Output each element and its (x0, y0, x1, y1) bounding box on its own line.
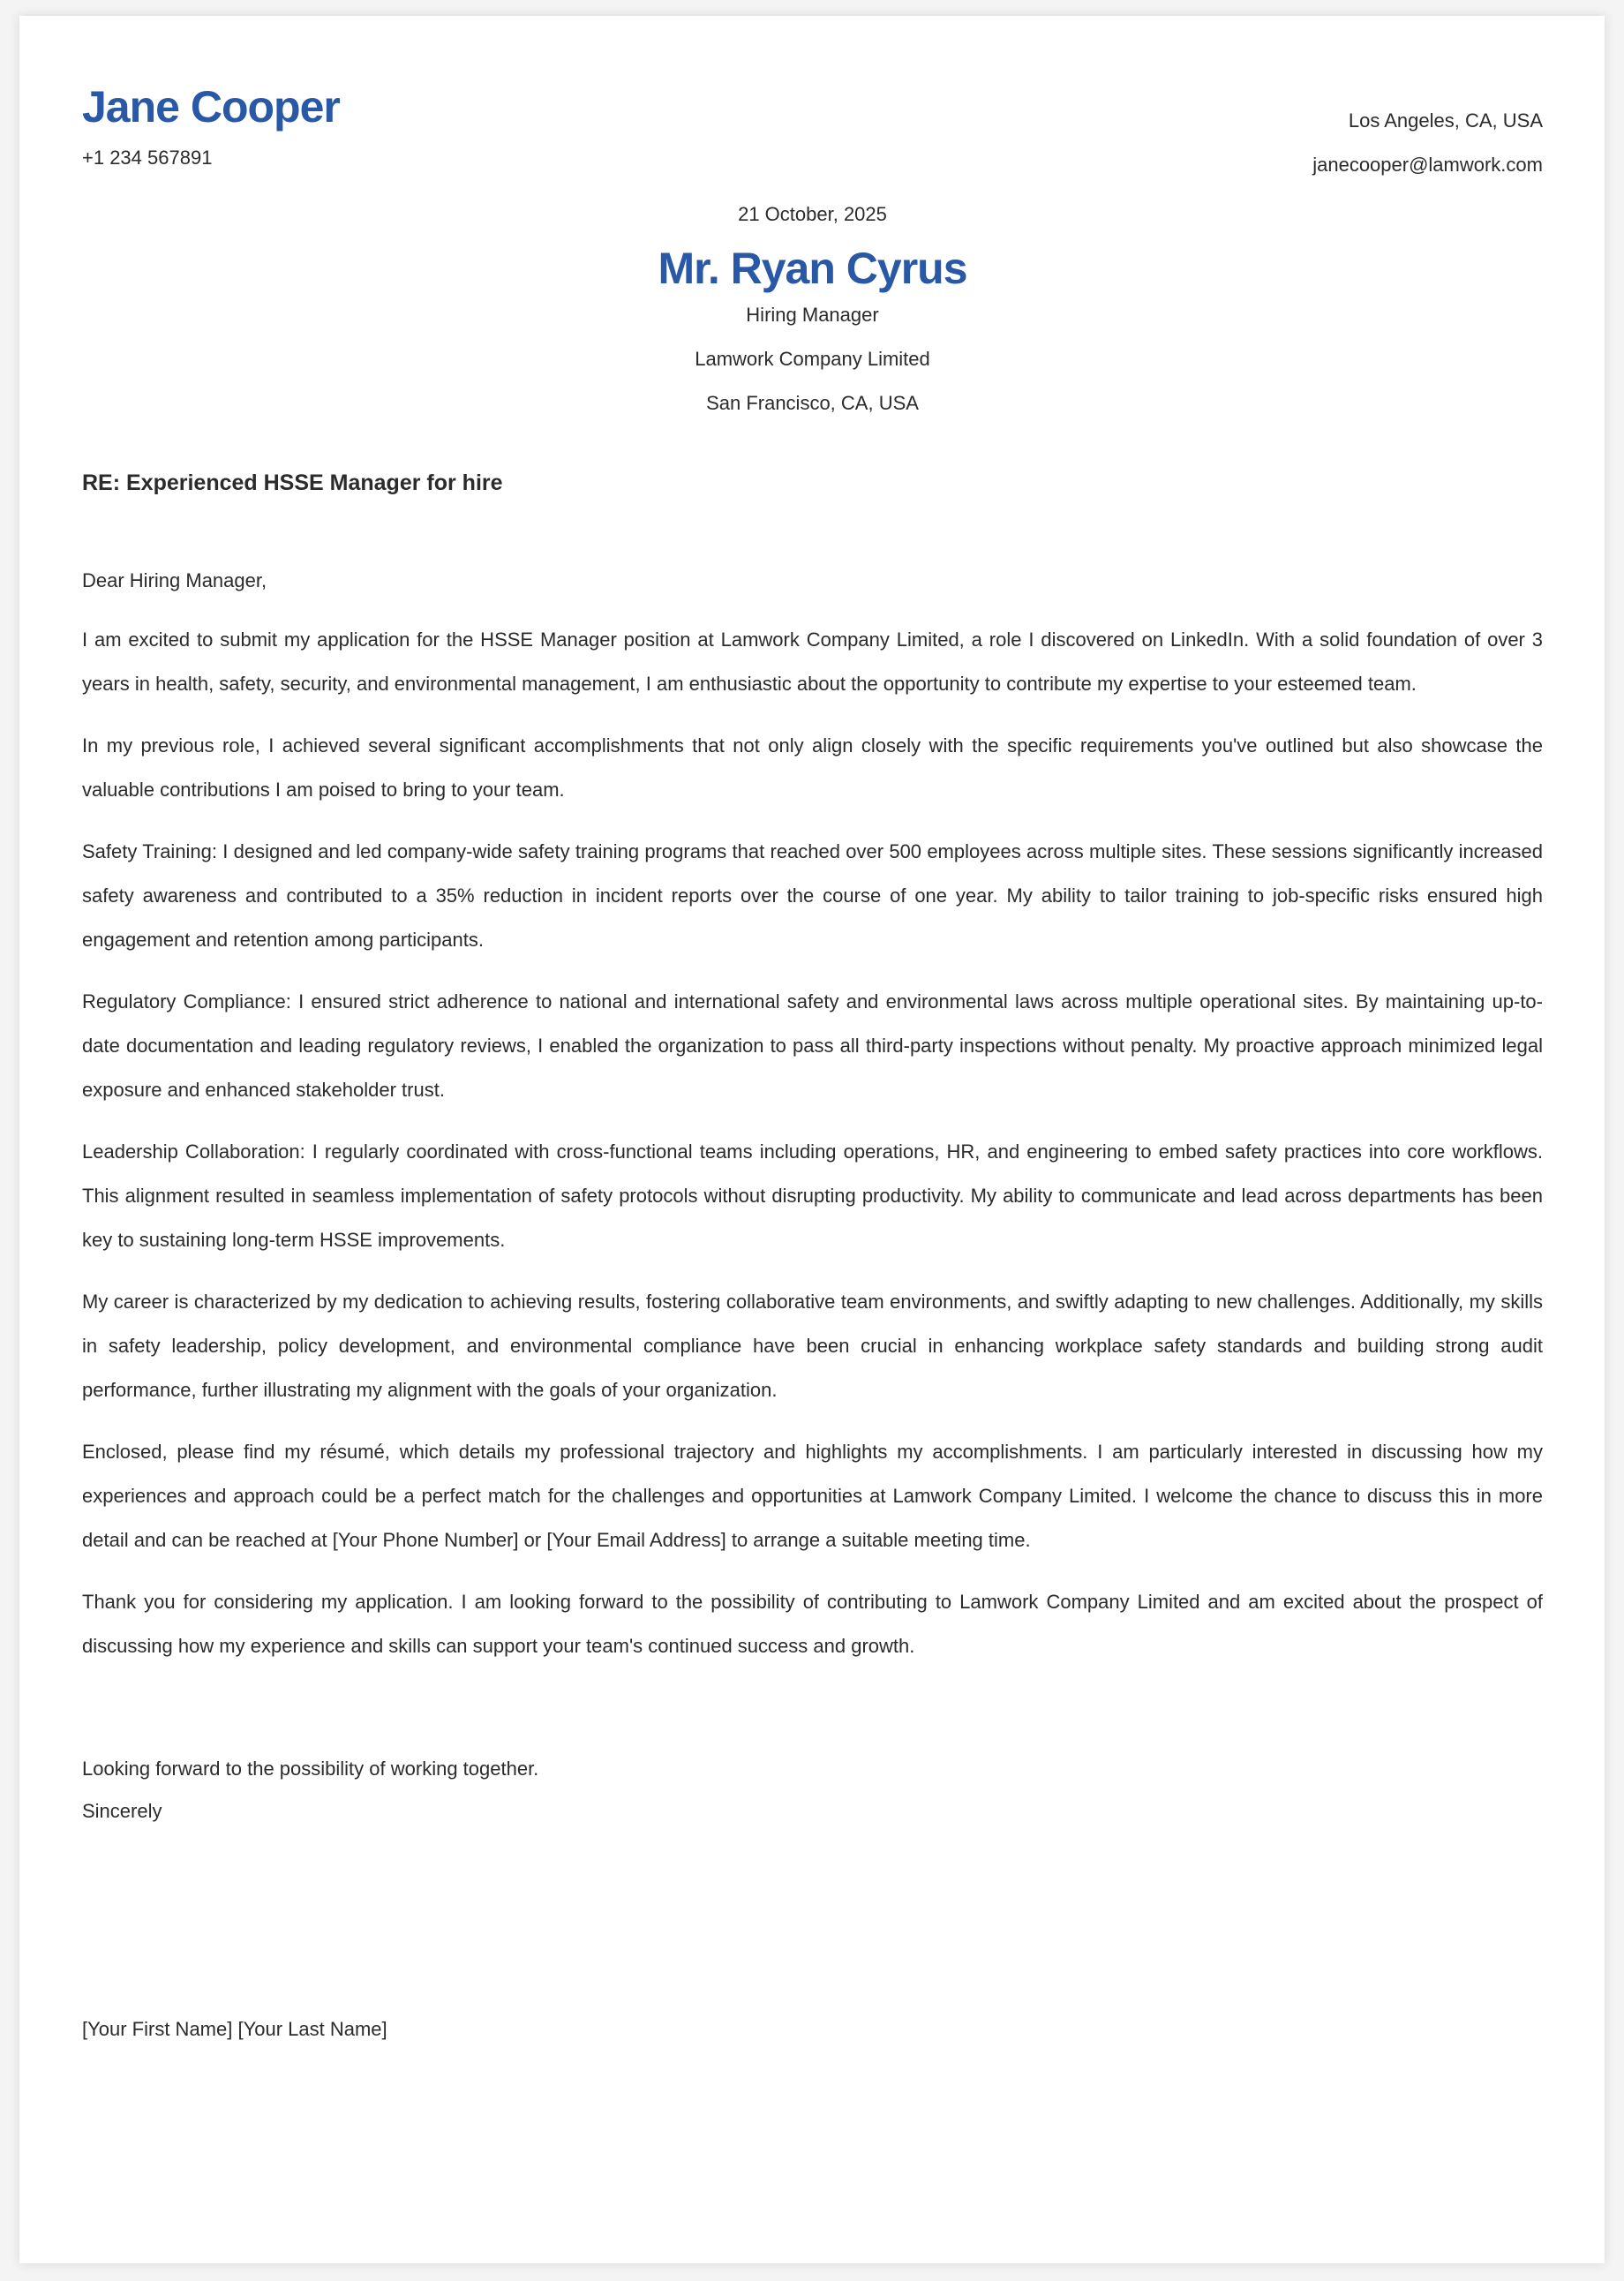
salutation: Dear Hiring Manager, (82, 568, 267, 591)
recipient-block (82, 201, 1543, 425)
sender-phone: +1 234 567891 (82, 147, 213, 169)
body-paragraph: My career is characterized by my dedication to achieving results, fostering collaborative team environments, and swiftly adapting to new challenges. Additionally, my skills in safety leadership, policy development, and environmental compliance have been crucial in enhancing workplace safety standards and building strong audit performance, further illustrating my alignment with the goals of your organization. (82, 1290, 1543, 1401)
recipient-name: Mr. Ryan Cyrus (658, 243, 967, 293)
letter-body (82, 618, 1543, 1668)
closing-block (82, 1748, 1543, 1833)
letter-page (19, 16, 1605, 2263)
body-paragraph: Enclosed, please find my résumé, which details my professional trajectory and highlights my accomplishments. I am particularly interested in discussing how my experiences and approach could be a perfect match for the challenges and opportunities at Lamwork Company Limited. I welcome the chance to discuss this in more detail and can be reached at [Your Phone Number] or [Your Email Address] to arrange a suitable meeting time. (82, 1440, 1543, 1551)
body-paragraph: In my previous role, I achieved several significant accomplishments that not only align closely with the specific requirements you've outlined but also showcase the valuable contributions I am poised to bring to your team. (82, 734, 1543, 801)
signature-name: [Your First Name] [Your Last Name] (82, 2017, 387, 2040)
letter-date: 21 October, 2025 (738, 203, 887, 225)
sender-name: Jane Cooper (82, 82, 340, 132)
letter-header (82, 78, 1543, 210)
letter-subject: RE: Experienced HSSE Manager for hire (82, 470, 503, 495)
sender-contact (1312, 99, 1543, 187)
closing-sincerely: Sincerely (82, 1799, 162, 1822)
body-paragraph: Leadership Collaboration: I regularly coordinated with cross-functional teams including operations, HR, and engineering to embed safety practices into core workflows. This alignment resulted in seamless implementation of safety protocols without disrupting productivity. My ability to communicate and lead across departments has been key to sustaining long-term HSSE improvements. (82, 1140, 1543, 1251)
sender-email: janecooper@lamwork.com (1312, 154, 1543, 176)
body-paragraph: I am excited to submit my application for the HSSE Manager position at Lamwork Company Limited, a role I discovered on LinkedIn. With a solid foundation of over 3 years in health, safety, security, and environmental management, I am enthusiastic about the opportunity to contribute my expertise to your esteemed team. (82, 628, 1543, 695)
sender-location: Los Angeles, CA, USA (1348, 109, 1543, 132)
body-paragraph: Thank you for considering my application. I am looking forward to the possibility of contributing to Lamwork Company Limited and am excited about the prospect of discussing how my experience and skills can support your team's continued success and growth. (82, 1590, 1543, 1657)
recipient-company: Lamwork Company Limited (695, 347, 930, 370)
body-paragraph: Regulatory Compliance: I ensured strict adherence to national and international safety and environmental laws across multiple operational sites. By maintaining up-to-date documentation and leading regulatory reviews, I enabled the organization to pass all third-party inspections without penalty. My proactive approach minimized legal exposure and enhanced stakeholder trust. (82, 990, 1543, 1101)
body-paragraph: Safety Training: I designed and led company-wide safety training programs that reached over 500 employees across multiple sites. These sessions significantly increased safety awareness and contributed to a 35% reduction in incident reports over the course of one year. My ability to tailor training to job-specific risks ensured high engagement and retention among participants. (82, 839, 1543, 951)
closing-line: Looking forward to the possibility of working together. (82, 1757, 539, 1780)
recipient-title: Hiring Manager (746, 303, 879, 326)
recipient-location: San Francisco, CA, USA (706, 391, 919, 414)
